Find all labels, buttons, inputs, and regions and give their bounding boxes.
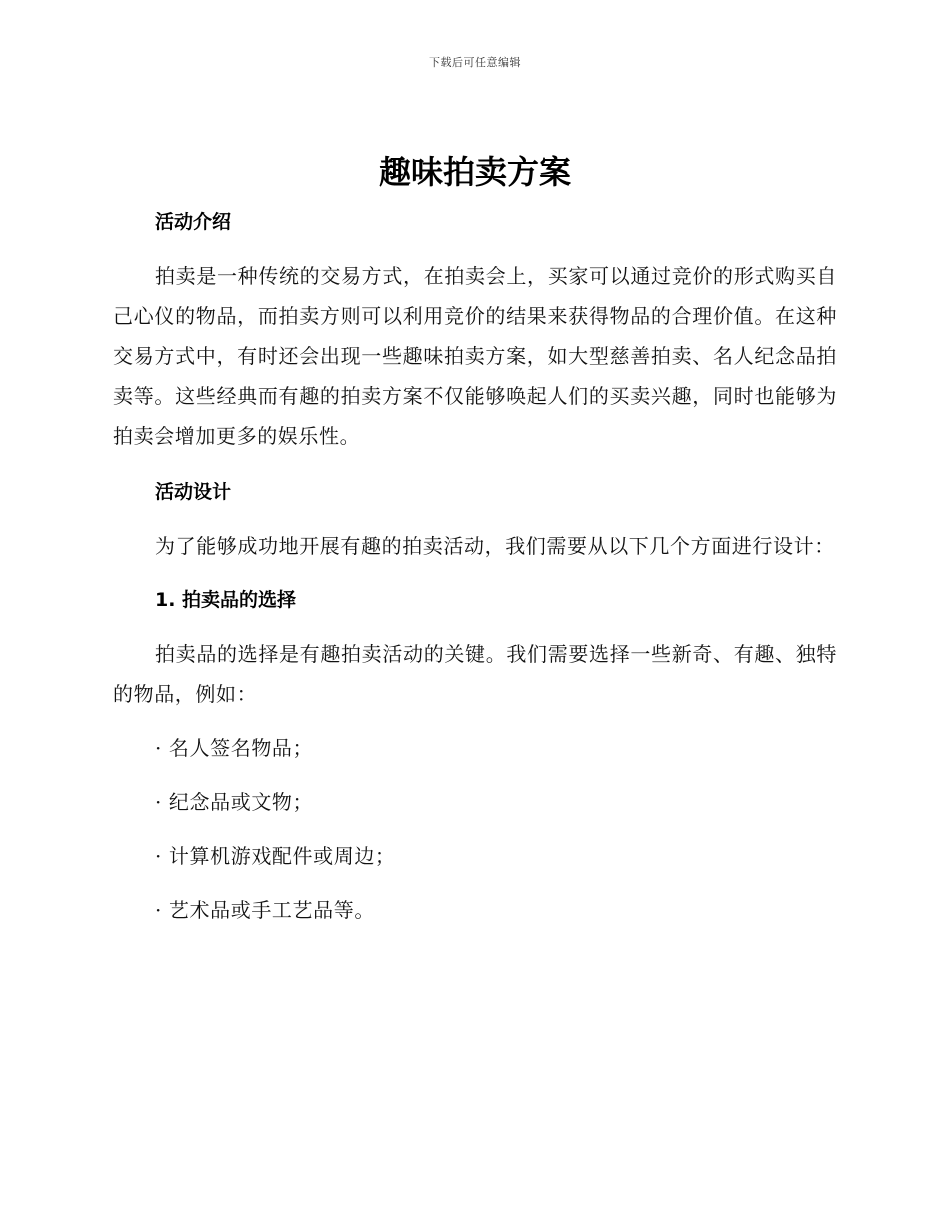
bullet-item: · 纪念品或文物； xyxy=(155,790,314,814)
item-selection-paragraph: 拍卖品的选择是有趣拍卖活动的关键。我们需要选择一些新奇、有趣、独特的物品，例如： xyxy=(113,642,837,706)
section-heading-intro: 活动介绍 xyxy=(155,211,232,233)
intro-paragraph: 拍卖是一种传统的交易方式，在拍卖会上，买家可以通过竞价的形式购买自己心仪的物品，而拍卖方则可以利用竞价的结果来获得物品的合理价值。在这种交易方式中，有时还会出现一些趣味拍卖方案，如大型慈善拍卖、名人纪念品拍卖等。这些经典而有趣的拍卖方案不仅能够唤起人们的买卖兴趣，同时也能够为拍卖会增加更多的娱乐性。 xyxy=(113,264,837,448)
header-note: 下载后可任意编辑 xyxy=(429,56,521,69)
document-title: 趣味拍卖方案 xyxy=(378,153,571,191)
document-body xyxy=(113,200,837,930)
section-heading-item-selection: 1. 拍卖品的选择 xyxy=(155,589,297,611)
bullet-item: · 计算机游戏配件或周边； xyxy=(155,844,396,868)
bullet-item: · 艺术品或手工艺品等。 xyxy=(155,898,375,922)
design-paragraph: 为了能够成功地开展有趣的拍卖活动，我们需要从以下几个方面进行设计： xyxy=(155,534,835,558)
bullet-item: · 名人签名物品； xyxy=(155,736,314,760)
section-heading-design: 活动设计 xyxy=(155,481,232,503)
